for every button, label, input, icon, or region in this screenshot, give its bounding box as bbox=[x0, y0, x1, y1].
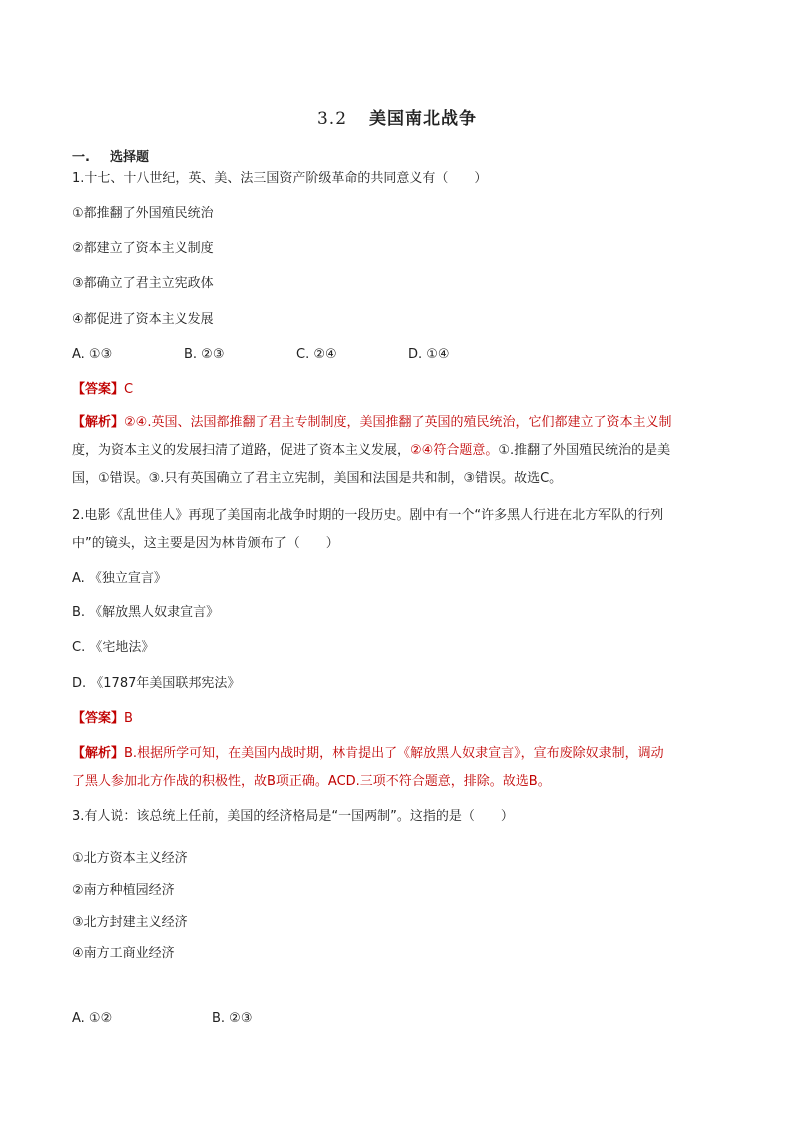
q2-analysis-line-2: 了黑人参加北方作战的积极性，故B项正确。ACD.三项不符合题意，排除。故选B。 bbox=[72, 774, 551, 789]
q2-answer-label: 【答案】 bbox=[72, 711, 125, 726]
title-number: 3.2 bbox=[316, 109, 348, 129]
q1-item-4: ④都促进了资本主义发展 bbox=[72, 312, 214, 327]
q2-option-d: D. 《1787年美国联邦宪法》 bbox=[72, 676, 241, 691]
q1-answer-value: C bbox=[124, 382, 134, 397]
q1-analysis-line-1 bbox=[72, 414, 671, 432]
q2-analysis-line-1 bbox=[72, 745, 664, 763]
q1-item-3: ③都确立了君主立宪政体 bbox=[72, 276, 214, 291]
q3-item-1: ①北方资本主义经济 bbox=[72, 851, 188, 866]
q1-answer bbox=[72, 381, 133, 399]
q1-answer-label: 【答案】 bbox=[72, 382, 125, 397]
q1-stem: 1.十七、十八世纪，英、美、法三国资产阶级革命的共同意义有（ ） bbox=[72, 171, 488, 186]
q1-analysis-text-2b: ②④符合题意。 bbox=[410, 443, 499, 458]
q3-options bbox=[72, 1010, 253, 1028]
section-label: 选择题 bbox=[109, 150, 149, 165]
q1-item-1: ①都推翻了外国殖民统治 bbox=[72, 206, 214, 221]
q3-item-2: ②南方种植园经济 bbox=[72, 883, 175, 898]
q3-item-4: ④南方工商业经济 bbox=[72, 946, 175, 961]
page-title bbox=[0, 104, 794, 129]
q1-analysis-text-2a: 度，为资本主义的发展扫清了道路，促进了资本主义发展， bbox=[72, 443, 411, 458]
q2-option-a: A. 《独立宣言》 bbox=[72, 571, 167, 586]
q3-option-a: A. ①② bbox=[72, 1011, 113, 1026]
q2-option-c: C. 《宅地法》 bbox=[72, 640, 155, 655]
q2-stem-line-2: 中”的镜头，这主要是因为林肯颁布了（ ） bbox=[72, 536, 339, 551]
title-text: 美国南北战争 bbox=[369, 109, 478, 129]
q1-analysis-text-1: ②④.英国、法国都推翻了君主专制制度，美国推翻了英国的殖民统治，它们都建立了资本主义制 bbox=[124, 415, 672, 430]
q1-option-b: B. ②③ bbox=[184, 347, 225, 362]
q2-answer-value: B bbox=[124, 711, 133, 726]
q2-option-b: B. 《解放黑人奴隶宣言》 bbox=[72, 605, 220, 620]
q1-analysis-label: 【解析】 bbox=[72, 415, 125, 430]
q3-stem: 3.有人说：该总统上任前，美国的经济格局是“一国两制”。这指的是（ ） bbox=[72, 809, 514, 824]
q2-answer bbox=[72, 710, 133, 728]
section-heading bbox=[72, 146, 149, 165]
q1-option-a: A. ①③ bbox=[72, 347, 113, 362]
q1-option-c: C. ②④ bbox=[296, 347, 337, 362]
q3-item-3: ③北方封建主义经济 bbox=[72, 915, 188, 930]
section-number: 一. bbox=[72, 150, 90, 165]
q3-option-b: B. ②③ bbox=[212, 1011, 253, 1026]
q2-analysis-text-1: B.根据所学可知，在美国内战时期，林肯提出了《解放黑人奴隶宣言》，宣布废除奴隶制，调动 bbox=[124, 746, 664, 761]
q2-stem-line-1: 2.电影《乱世佳人》再现了美国南北战争时期的一段历史。剧中有一个“许多黑人行进在北方军队的行列 bbox=[72, 508, 664, 523]
q1-analysis-line-2 bbox=[72, 442, 670, 460]
q1-option-d: D. ①④ bbox=[408, 347, 450, 362]
q1-item-2: ②都建立了资本主义制度 bbox=[72, 241, 214, 256]
q1-options bbox=[72, 346, 450, 364]
q1-analysis-line-3: 国，①错误。③.只有英国确立了君主立宪制，美国和法国是共和制，③错误。故选C。 bbox=[72, 471, 563, 486]
q2-analysis-label: 【解析】 bbox=[72, 746, 125, 761]
q1-analysis-text-2c: ①.推翻了外国殖民统治的是美 bbox=[498, 443, 671, 458]
